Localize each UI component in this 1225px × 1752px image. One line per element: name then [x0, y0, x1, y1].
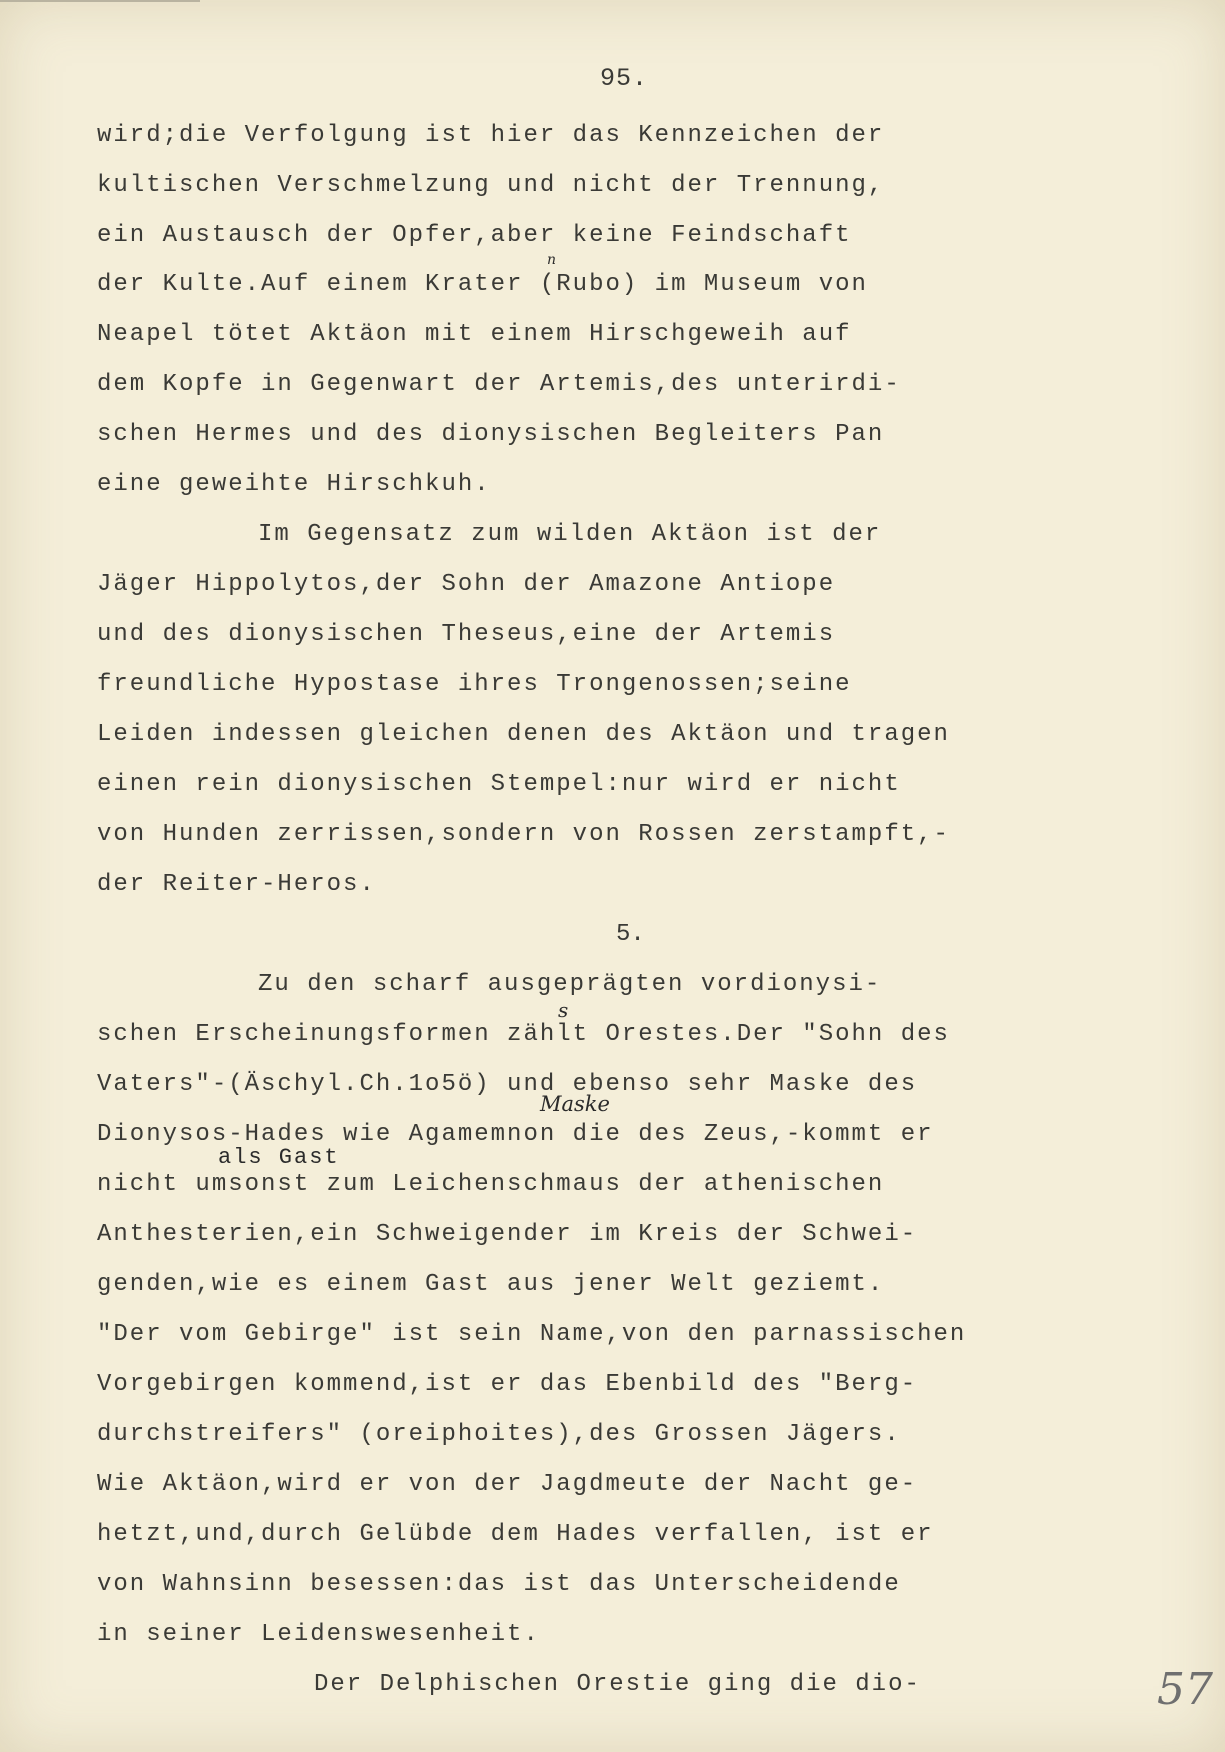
text-line: schen Erscheinungsformen zählt Orestes.Der "Sohn des [97, 1021, 950, 1048]
text-line: Leiden indessen gleichen denen des Aktäon und tragen [97, 721, 950, 748]
text-line: in seiner Leidenswesenheit. [97, 1621, 540, 1648]
text-line: von Wahnsinn besessen:das ist das Unterscheidende [97, 1571, 901, 1598]
text-line: Jäger Hippolytos,der Sohn der Amazone Antiope [97, 571, 836, 598]
paragraph-first-line: Im Gegensatz zum wilden Aktäon ist der [258, 521, 882, 548]
text-line: schen Hermes und des dionysischen Begleiters Pan [97, 421, 885, 448]
text-line: und des dionysischen Theseus,eine der Artemis [97, 621, 836, 648]
text-line: Wie Aktäon,wird er von der Jagdmeute der Nacht ge- [97, 1471, 918, 1498]
section-number: 5. [616, 921, 645, 948]
text-line: eine geweihte Hirschkuh. [97, 471, 491, 498]
page-number: 95. [600, 64, 649, 93]
text-line: der Kulte.Auf einem Krater (Rubo) im Museum von [97, 271, 868, 298]
text-line: einen rein dionysischen Stempel:nur wird er nicht [97, 771, 901, 798]
text-line: hetzt,und,durch Gelübde dem Hades verfallen, ist er [97, 1521, 934, 1548]
paragraph-first-line: Zu den scharf ausgeprägten vordionysi- [258, 971, 882, 998]
text-line: ein Austausch der Opfer,aber keine Feindschaft [97, 222, 852, 249]
text-line: "Der vom Gebirge" ist sein Name,von den parnassischen [97, 1321, 967, 1348]
handwritten-gloss: s [558, 998, 569, 1022]
text-line: der Reiter-Heros. [97, 871, 376, 898]
text-line: dem Kopfe in Gegenwart der Artemis,des unterirdi- [97, 371, 901, 398]
handwritten-gloss: als Gast [218, 1145, 340, 1170]
handwritten-gloss: n [547, 252, 557, 268]
top-edge-mark [0, 0, 200, 6]
text-line: Anthesterien,ein Schweigender im Kreis der Schwei- [97, 1221, 918, 1248]
text-line: von Hunden zerrissen,sondern von Rossen zerstampft,- [97, 821, 950, 848]
text-line: wird;die Verfolgung ist hier das Kennzeichen der [97, 122, 885, 149]
text-line: Vorgebirgen kommend,ist er das Ebenbild des "Berg- [97, 1371, 918, 1398]
text-line: freundliche Hypostase ihres Trongenossen;seine [97, 671, 852, 698]
text-line: Neapel tötet Aktäon mit einem Hirschgeweih auf [97, 321, 852, 348]
text-line: nicht umsonst zum Leichenschmaus der athenischen [97, 1171, 885, 1198]
paragraph-first-line: Der Delphischen Orestie ging die dio- [314, 1671, 921, 1698]
handwritten-gloss: Maske [540, 1092, 610, 1116]
text-line: durchstreifers" (oreiphoites),des Grossen Jägers. [97, 1421, 901, 1448]
text-line: Vaters"-(Äschyl.Ch.1o5ö) und ebenso sehr Maske des [97, 1071, 918, 1098]
text-line: kultischen Verschmelzung und nicht der Trennung, [97, 172, 885, 199]
archive-page-number: 57 [1157, 1664, 1213, 1715]
text-line: genden,wie es einem Gast aus jener Welt geziemt. [97, 1271, 885, 1298]
text-line: Dionysos-Hades wie Agamemnon die des Zeus,-kommt er [97, 1121, 934, 1148]
